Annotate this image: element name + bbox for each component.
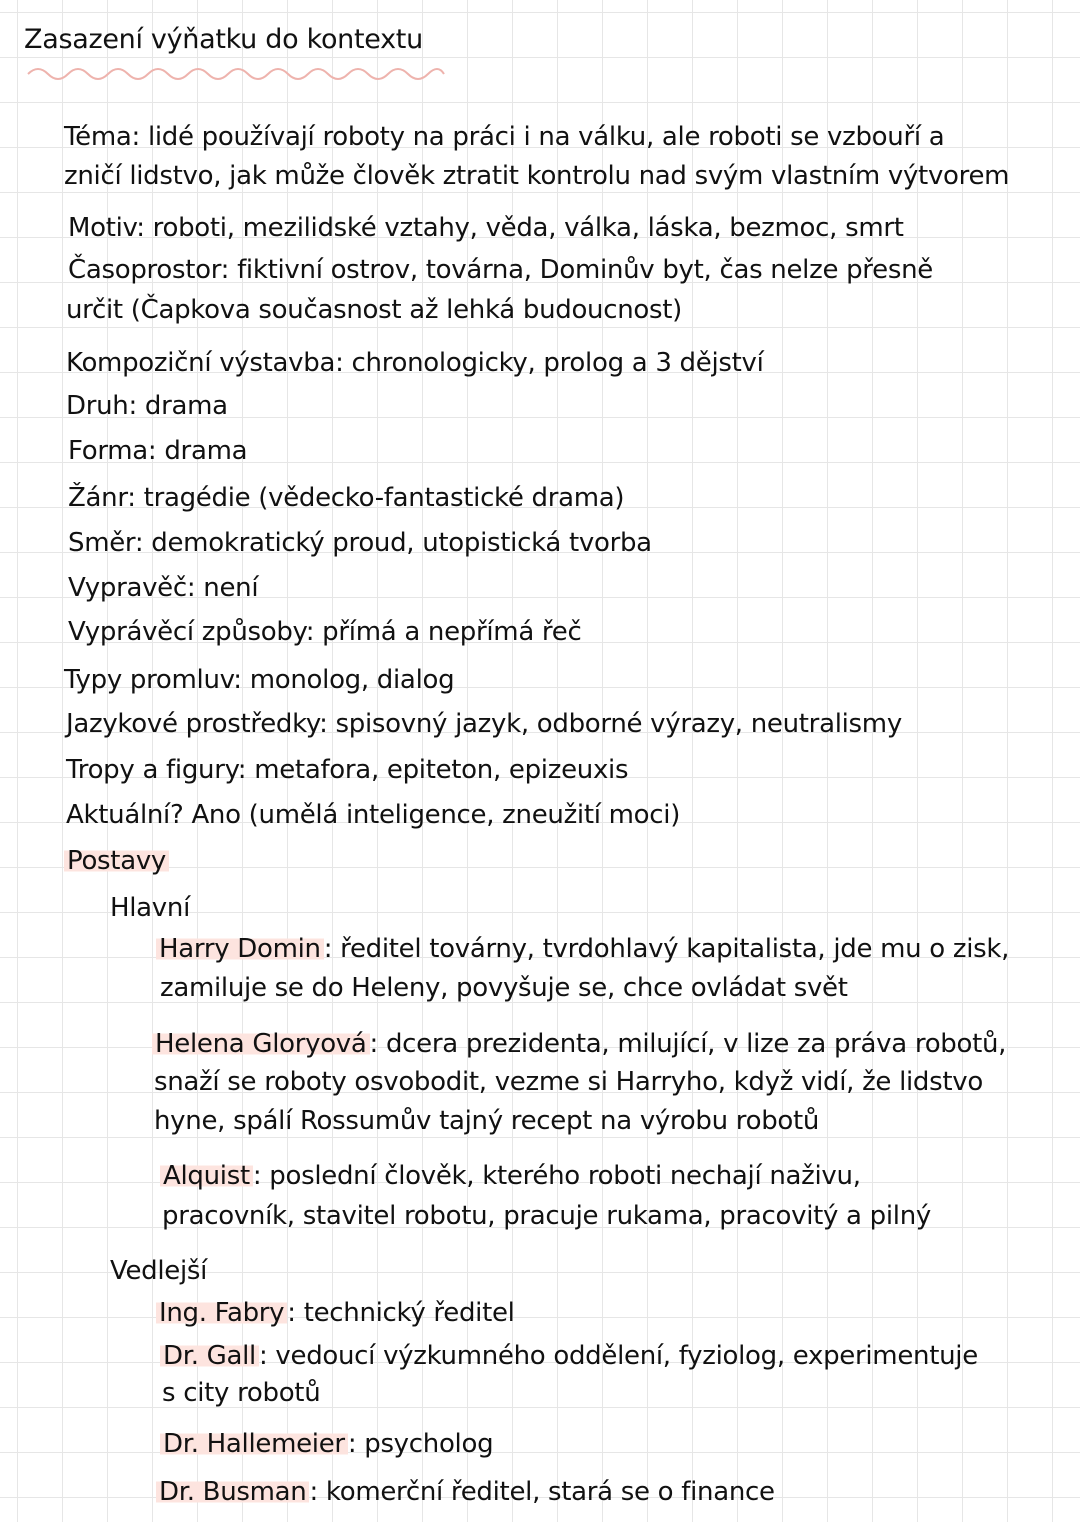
character-alquist-line-1 (160, 1160, 861, 1192)
composition-line: Kompoziční výstavba: chronologicky, prolog a 3 dějství (66, 348, 764, 378)
character-desc: : vedoucí výzkumného oddělení, fyziolog, experimentuje (258, 1341, 978, 1371)
main-characters-heading: Hlavní (110, 893, 190, 923)
theme-line-1: Téma: lidé používají roboty na práci i na válku, ale roboti se vzbouří a (64, 122, 945, 152)
genre-kind-line: Druh: drama (66, 391, 228, 421)
motif-line: Motiv: roboti, mezilidské vztahy, věda, válka, láska, bezmoc, smrt (68, 213, 904, 243)
narrative-modes-line: Vyprávěcí způsoby: přímá a nepřímá řeč (68, 617, 582, 647)
character-fabry-line (156, 1297, 515, 1329)
speech-types-line: Typy promluv: monolog, dialog (64, 665, 455, 695)
setting-line-2: určit (Čapkova současnost až lehká budoucnost) (66, 295, 683, 325)
character-helena-line-3: hyne, spálí Rossumův tajný recept na výrobu robotů (154, 1106, 820, 1136)
narrator-line: Vypravěč: není (68, 573, 259, 603)
character-hallemeier-line (160, 1428, 493, 1460)
character-desc: : poslední člověk, kterého roboti nechají naživu, (252, 1161, 861, 1191)
language-line: Jazykové prostředky: spisovný jazyk, odborné výrazy, neutralismy (66, 709, 902, 739)
movement-line: Směr: demokratický proud, utopistická tvorba (68, 528, 652, 558)
character-alquist-line-2: pracovník, stavitel robotu, pracuje rukama, pracovitý a pilný (162, 1201, 931, 1231)
character-desc: : ředitel továrny, tvrdohlavý kapitalista, jde mu o zisk, (323, 934, 1010, 964)
side-characters-heading: Vedlejší (110, 1256, 208, 1286)
character-name: Alquist (160, 1161, 253, 1191)
character-desc: : technický ředitel (287, 1298, 515, 1328)
character-busman-line (156, 1476, 775, 1508)
character-gall-line-1 (160, 1340, 978, 1372)
characters-heading (64, 845, 169, 877)
genre-line: Žánr: tragédie (vědecko-fantastické drama) (68, 483, 625, 513)
character-name: Dr. Hallemeier (160, 1429, 348, 1459)
character-desc: : dcera prezidenta, milující, v lize za práva robotů, (369, 1029, 1007, 1059)
relevance-line: Aktuální? Ano (umělá inteligence, zneužití moci) (66, 800, 681, 830)
figures-line: Tropy a figury: metafora, epiteton, epizeuxis (66, 755, 629, 785)
theme-line-2: zničí lidstvo, jak může člověk ztratit kontrolu nad svým vlastním výtvorem (64, 161, 1010, 191)
character-domin-line-2: zamiluje se do Heleny, povyšuje se, chce ovládat svět (160, 973, 848, 1003)
character-desc: : komerční ředitel, stará se o finance (309, 1477, 775, 1507)
character-helena-line-1 (152, 1028, 1006, 1060)
characters-heading-text: Postavy (64, 846, 169, 876)
form-line: Forma: drama (68, 436, 248, 466)
character-name: Helena Gloryová (152, 1029, 370, 1059)
character-desc: : psycholog (347, 1429, 494, 1459)
character-name: Dr. Busman (156, 1477, 309, 1507)
character-name: Ing. Fabry (156, 1298, 287, 1328)
character-domin-line-1 (156, 933, 1009, 965)
character-name: Dr. Gall (160, 1341, 259, 1371)
page-title: Zasazení výňatku do kontextu (24, 24, 423, 55)
wavy-underline (26, 64, 446, 84)
character-gall-line-2: s city robotů (162, 1378, 321, 1408)
character-helena-line-2: snaží se roboty osvobodit, vezme si Harryho, když vidí, že lidstvo (154, 1067, 983, 1097)
setting-line-1: Časoprostor: fiktivní ostrov, továrna, Dominův byt, čas nelze přesně (68, 255, 933, 285)
character-name: Harry Domin (156, 934, 324, 964)
